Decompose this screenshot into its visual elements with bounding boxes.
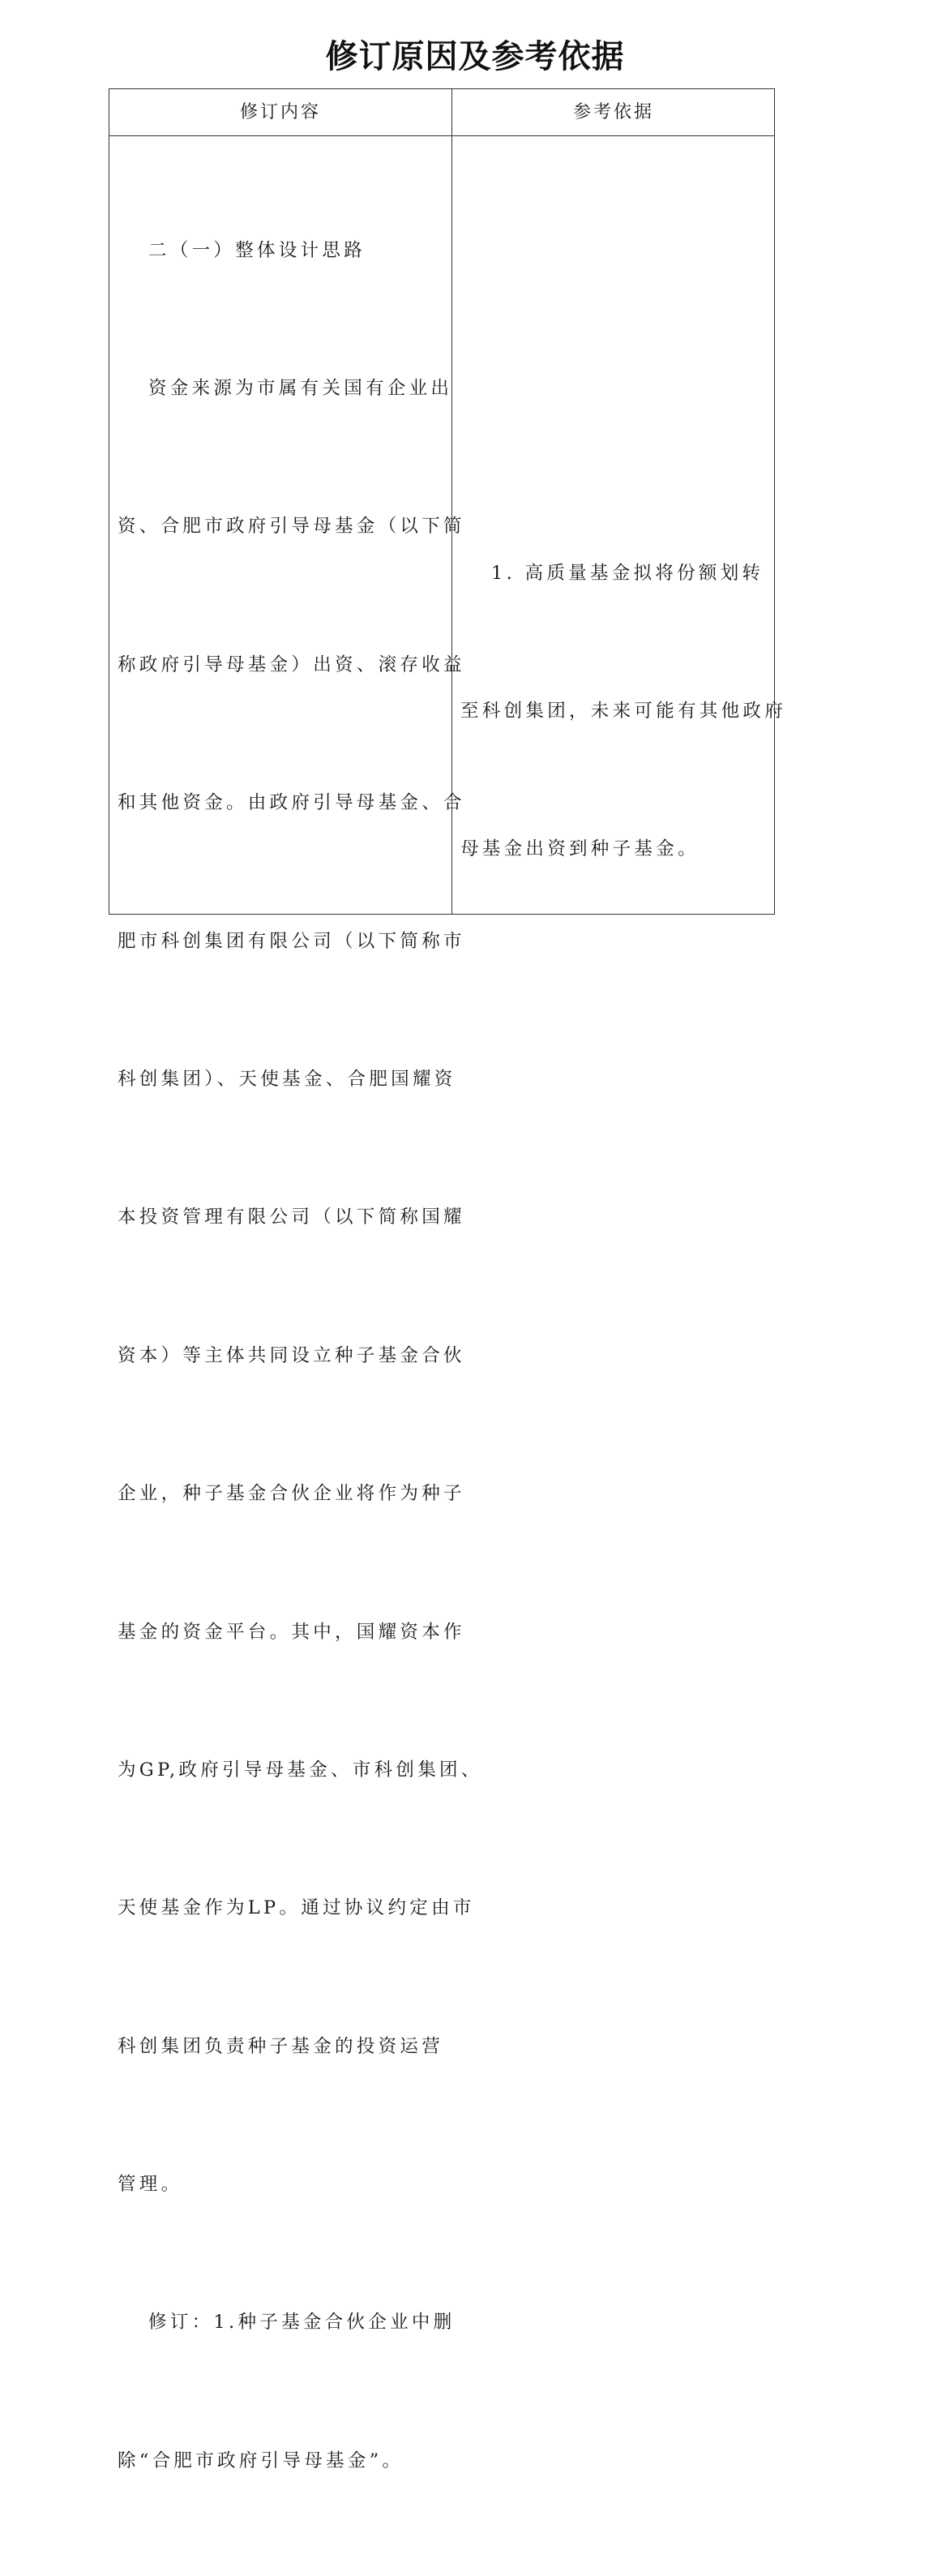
- revision-table: [109, 88, 787, 2471]
- text-line: 科创集团）、天使基金、合肥国耀资: [118, 1068, 456, 1090]
- text-line: 称政府引导母基金）出资、滚存收益: [118, 654, 465, 675]
- text-line: 资、合肥市政府引导母基金（以下简: [118, 516, 465, 538]
- text-line: 二（一）整体设计思路: [148, 239, 366, 261]
- revision-content-cell: [118, 135, 483, 2576]
- page-title: 修订原因及参考依据: [325, 38, 625, 75]
- text-line: 肥市科创集团有限公司（以下简称市: [118, 930, 465, 952]
- column-divider: [451, 89, 452, 914]
- text-line: 企业，种子基金合伙企业将作为种子: [118, 1483, 465, 1505]
- text-line: 除“合肥市政府引导母基金”。: [118, 2450, 404, 2471]
- text-line: 天使基金作为LP。通过协议约定由市: [118, 1897, 475, 1919]
- header-revision-content: 修订内容: [239, 102, 321, 122]
- header-reference-basis: 参考依据: [572, 102, 654, 122]
- text-line: 1. 高质量基金拟将份额划转: [491, 562, 764, 584]
- reference-basis-cell: [460, 458, 787, 965]
- text-line: 至科创集团，未来可能有其他政府: [460, 700, 787, 722]
- text-line: 资本）等主体共同设立种子基金合伙: [118, 1344, 465, 1366]
- text-line: 基金的资金平台。其中，国耀资本作: [118, 1621, 465, 1643]
- text-line: 资金来源为市属有关国有企业出: [148, 377, 453, 399]
- text-line: 修订：1.种子基金合伙企业中删: [148, 2312, 456, 2334]
- text-line: 本投资管理有限公司（以下简称国耀: [118, 1207, 465, 1228]
- text-line: 母基金出资到种子基金。: [460, 838, 700, 860]
- text-line: 和其他资金。由政府引导母基金、合: [118, 792, 465, 814]
- text-line: 科创集团负责种子基金的投资运营: [118, 2035, 444, 2057]
- text-line: 为GP,政府引导母基金、市科创集团、: [118, 1759, 483, 1781]
- text-line: 管理。: [118, 2174, 183, 2196]
